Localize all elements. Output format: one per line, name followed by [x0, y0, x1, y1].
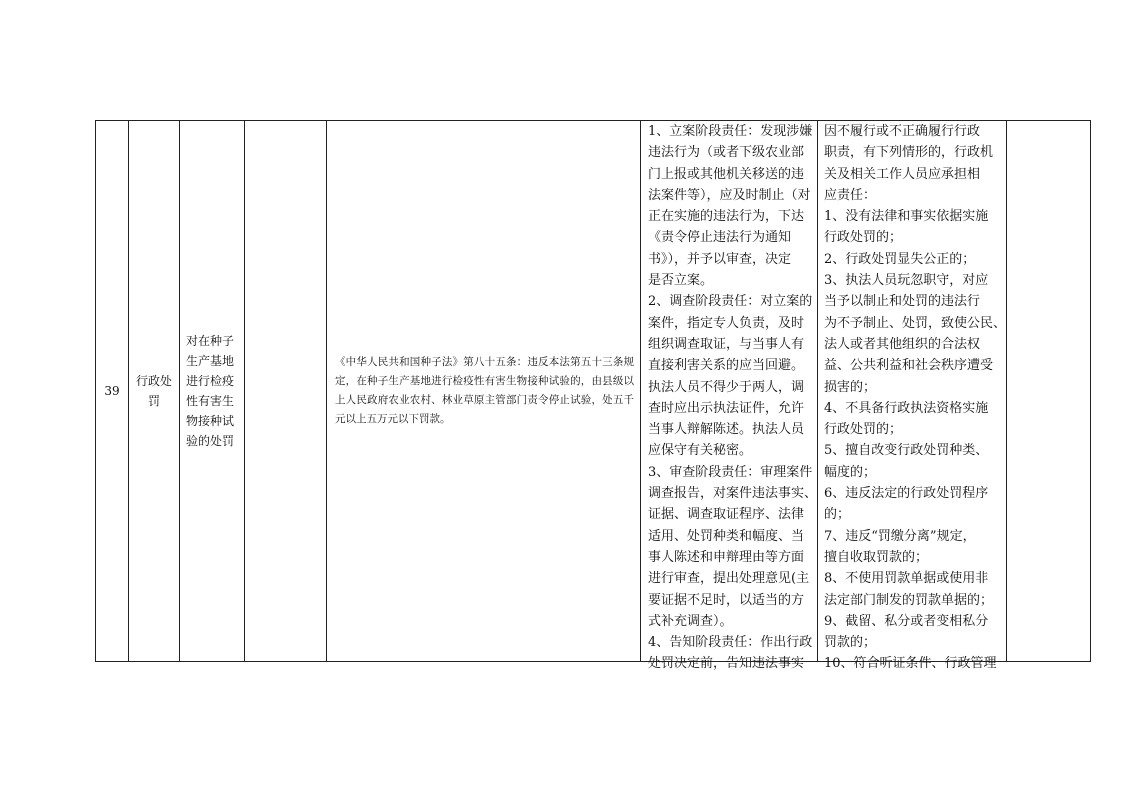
responsibility-line: 处罚决定前，告知违法事实 — [648, 656, 805, 672]
responsibility-line: 查时应出示执法证件，允许 — [648, 400, 805, 416]
responsibility-line: 1、立案阶段责任：发现涉嫌 — [648, 124, 813, 139]
responsibility-line: 案件，指定专人负责，及时 — [648, 315, 805, 331]
liability-line: 法人或者其他组织的合法权 — [824, 336, 981, 352]
item-name-line: 对在种子 — [186, 334, 235, 348]
responsibility-line: 当事人辩解陈述。执法人员 — [648, 422, 805, 438]
responsibility-line: 组织调查取证，与当事人有 — [648, 336, 805, 352]
liability-line: 4、不具备行政执法资格实施 — [824, 400, 989, 416]
liability-line: 职责，有下列情形的，行政机 — [824, 145, 994, 161]
item-name-cell — [180, 121, 245, 662]
legal-basis-cell — [327, 121, 641, 662]
power-type-line: 罚 — [147, 394, 160, 408]
responsibility-text — [641, 121, 818, 672]
responsibility-cell — [641, 121, 818, 672]
liability-line: 的； — [824, 507, 851, 523]
responsibility-line: 《责令停止违法行为通知 — [648, 230, 792, 246]
responsibility-line: 门上报或其他机关移送的违 — [648, 166, 805, 182]
power-type-cell — [129, 121, 180, 662]
responsibility-line: 应保守有关秘密。 — [648, 443, 753, 459]
row-number: 39 — [104, 384, 120, 398]
liability-line: 关及相关工作人员应承担相 — [824, 166, 981, 182]
legal-basis-text: 《中华人民共和国种子法》第八十五条：违反本法第五十三条规定，在种子生产基地进行检疫性有害生物接种试验的，由县级以上人民政府农业农村、林业草原主管部门责令停止试验，处五千元以上五万元以下罚款。 — [335, 356, 634, 425]
liability-line: 益、公共利益和社会秩序遭受 — [824, 358, 994, 374]
liability-text — [818, 121, 1007, 672]
liability-line: 擅自收取罚款的； — [824, 549, 929, 565]
liability-line: 行政处罚的； — [824, 230, 903, 246]
responsibility-line: 正在实施的违法行为，下达 — [648, 209, 805, 225]
liability-line: 1、没有法律和事实依据实施 — [824, 209, 989, 225]
responsibility-line: 违法行为（或者下级农业部 — [648, 145, 805, 161]
liability-line: 2、行政处罚显失公正的； — [824, 251, 976, 267]
item-name-line: 进行检疫 — [186, 374, 235, 388]
power-list-table — [95, 120, 1091, 672]
responsibility-line: 是否立案。 — [648, 273, 714, 289]
liability-line: 法定部门制发的罚款单据的； — [824, 592, 994, 608]
liability-line: 幅度的； — [824, 464, 877, 480]
liability-line: 7、违反“罚缴分离”规定， — [824, 528, 976, 544]
responsibility-line: 3、审查阶段责任：审理案件 — [648, 464, 813, 480]
responsibility-line: 法案件等），应及时制止（对 — [648, 187, 811, 203]
remark-cell — [1007, 121, 1091, 662]
subitem-cell — [245, 121, 327, 662]
responsibility-line: 进行审查，提出处理意见(主 — [648, 571, 810, 587]
liability-line: 应责任： — [824, 187, 877, 203]
liability-line: 罚款的； — [824, 635, 877, 651]
liability-line: 因不履行或不正确履行行政 — [824, 124, 981, 139]
liability-cell — [818, 121, 1007, 672]
row-number-cell — [96, 121, 129, 662]
liability-line: 10、符合听证条件、行政管理 — [824, 656, 997, 672]
liability-line: 损害的； — [824, 379, 877, 395]
item-name-line: 生产基地 — [186, 354, 235, 368]
liability-line: 当予以制止和处罚的违法行 — [824, 294, 981, 310]
responsibility-line: 直接利害关系的应当回避。 — [648, 358, 805, 374]
item-name-line: 性有害生 — [186, 394, 235, 408]
liability-line: 为不予制止、处罚，致使公民、 — [824, 315, 1007, 331]
item-name-line: 验的处罚 — [186, 434, 235, 448]
responsibility-line: 要证据不足时，以适当的方 — [648, 592, 805, 608]
power-type-line: 行政处 — [135, 374, 172, 388]
responsibility-line: 适用、处罚种类和幅度、当 — [648, 528, 805, 544]
liability-line: 行政处罚的； — [824, 422, 903, 438]
responsibility-line: 式补充调查）。 — [648, 613, 733, 629]
liability-line: 8、不使用罚款单据或使用非 — [824, 571, 989, 587]
responsibility-line: 2、调查阶段责任：对立案的 — [648, 294, 813, 310]
liability-line: 5、擅自改变行政处罚种类、 — [824, 443, 989, 459]
responsibility-line: 事人陈述和申辩理由等方面 — [648, 549, 805, 565]
responsibility-line: 书》），并予以审查，决定 — [648, 251, 792, 267]
liability-line: 3、执法人员玩忽职守，对应 — [824, 273, 989, 289]
responsibility-line: 4、告知阶段责任：作出行政 — [648, 635, 813, 651]
responsibility-line: 执法人员不得少于两人，调 — [648, 379, 805, 395]
liability-line: 6、违反法定的行政处罚程序 — [824, 486, 989, 502]
responsibility-line: 证据、调查取证程序、法律 — [648, 507, 805, 523]
responsibility-line: 调查报告，对案件违法事实、 — [648, 486, 818, 502]
liability-line: 9、截留、私分或者变相私分 — [824, 613, 989, 629]
table-row — [96, 121, 1091, 662]
item-name-line: 物接种试 — [186, 414, 235, 428]
